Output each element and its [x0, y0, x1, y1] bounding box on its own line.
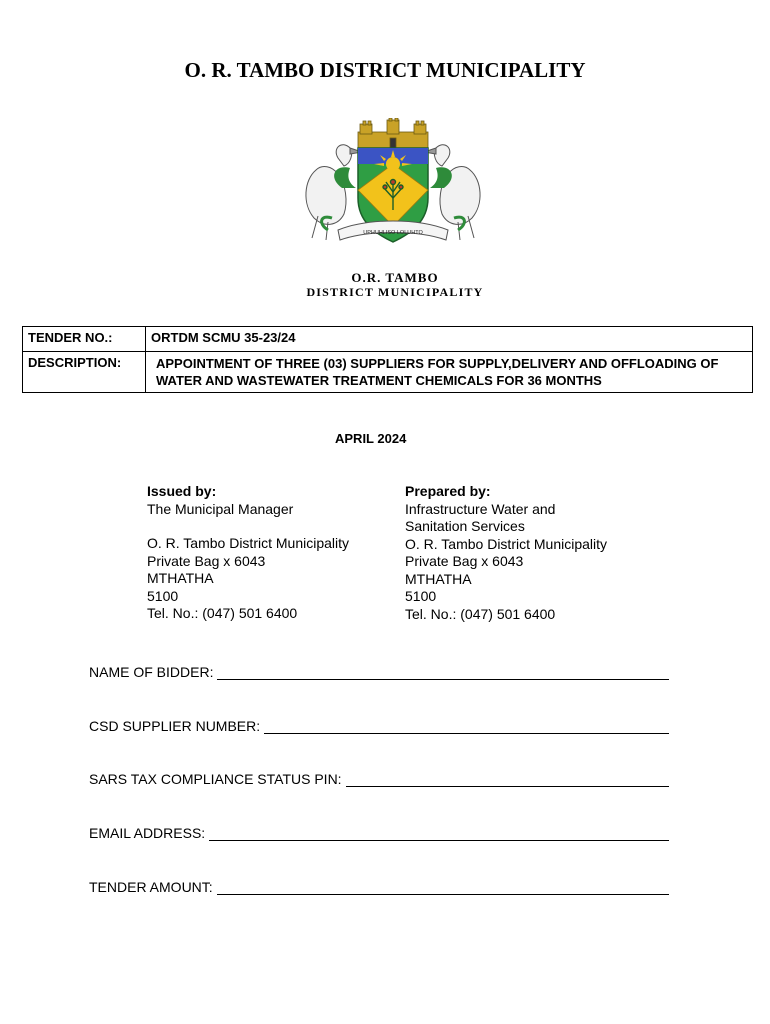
logo-wordmark-line2: DISTRICT MUNICIPALITY	[306, 285, 484, 299]
prepared-by-block	[405, 483, 607, 623]
issued-by-line: O. R. Tambo District Municipality	[147, 535, 350, 551]
issued-by-line: MTHATHA	[147, 570, 214, 586]
logo-wordmark	[0, 271, 770, 299]
issued-by-line: Tel. No.: (047) 501 6400	[147, 605, 298, 621]
prepared-by-line: Private Bag x 6043	[405, 553, 524, 569]
issued-by-line: The Municipal Manager	[147, 500, 294, 517]
document-title: O. R. TAMBO DISTRICT MUNICIPALITY	[184, 58, 586, 82]
logo-wordmark-line1: O.R. TAMBO	[351, 270, 439, 285]
email-field	[89, 825, 669, 841]
municipal-coat-of-arms-logo	[298, 118, 488, 248]
issued-by-line: Private Bag x 6043	[147, 552, 266, 569]
sars-pin-label: SARS TAX COMPLIANCE STATUS PIN:	[89, 771, 342, 787]
prepared-by-line: MTHATHA	[405, 570, 472, 587]
bidder-name-field	[89, 664, 669, 680]
description-value: APPOINTMENT OF THREE (03) SUPPLIERS FOR SUPPLY,DELIVERY AND OFFLOADING OF WATER AND WASTEWATER TREATMENT CHEMICALS FOR 36 MONTHS	[146, 352, 753, 393]
bidder-name-input[interactable]	[217, 665, 669, 680]
tender-amount-field	[89, 879, 669, 895]
issue-date: APRIL 2024	[335, 431, 407, 446]
csd-number-label: CSD SUPPLIER NUMBER:	[89, 718, 261, 734]
tender-amount-label: TENDER AMOUNT:	[89, 879, 213, 895]
email-input[interactable]	[209, 826, 669, 841]
description-label: DESCRIPTION:	[23, 352, 146, 393]
prepared-by-line: Tel. No.: (047) 501 6400	[405, 605, 556, 622]
email-label: EMAIL ADDRESS:	[89, 825, 206, 841]
tender-number-label: TENDER NO.:	[23, 327, 146, 352]
tender-info-table	[22, 326, 753, 393]
bidder-name-label: NAME OF BIDDER:	[89, 664, 214, 680]
logo-motto: UPHUHLISO LOLUHTO	[363, 230, 423, 236]
table-row	[23, 352, 753, 393]
prepared-by-line: O. R. Tambo District Municipality	[405, 535, 608, 552]
issued-by-block	[147, 483, 349, 623]
prepared-by-heading: Prepared by:	[405, 483, 491, 499]
csd-number-input[interactable]	[264, 719, 669, 734]
prepared-by-line: 5100	[405, 588, 437, 604]
prepared-by-line: Sanitation Services	[405, 518, 525, 534]
tender-number-value: ORTDM SCMU 35-23/24	[146, 327, 753, 352]
issued-by-heading: Issued by:	[147, 483, 217, 499]
issued-by-spacer	[147, 518, 349, 535]
sars-pin-field	[89, 771, 669, 787]
issued-by-line: 5100	[147, 587, 179, 604]
tender-amount-input[interactable]	[217, 880, 669, 895]
csd-number-field	[89, 718, 669, 734]
prepared-by-line: Infrastructure Water and	[405, 500, 556, 517]
table-row	[23, 327, 753, 352]
sars-pin-input[interactable]	[346, 772, 669, 787]
